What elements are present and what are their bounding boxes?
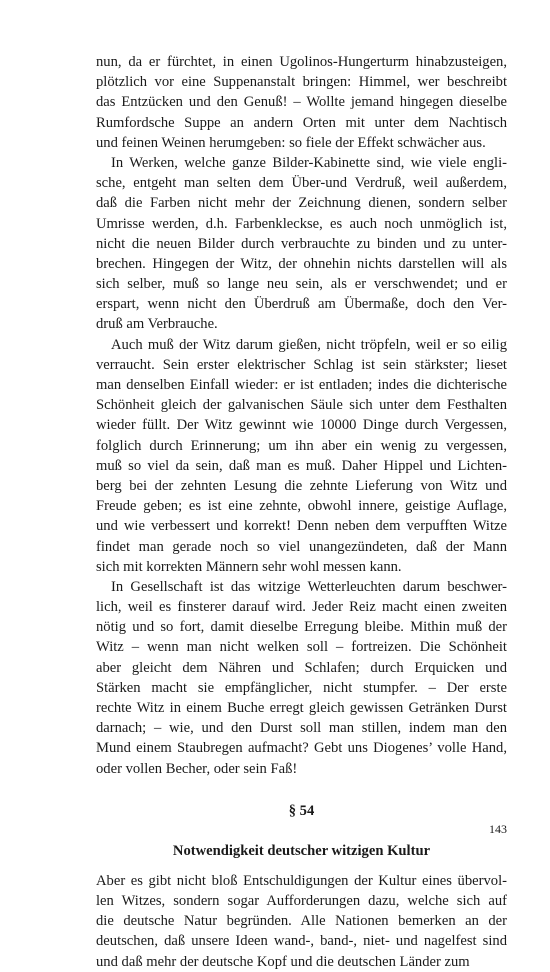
text-line: folglich durch Erinnerung; um ihn aber ein wenig zu vergessen, [96, 437, 507, 454]
text-line: Rumfordsche Suppe an andern Orten mit unter dem Nachtisch [96, 114, 507, 131]
text-line: Mund einem Staubregen aufmacht? Gebt uns Diogenes’ volle Hand, [96, 740, 507, 757]
text-line: plötzlich vor eine Suppenanstalt bringen: Himmel, wer beschreibt [96, 74, 507, 91]
text-line: berg bei der zehnten Lesung die zehnte Lieferung von Witz und [96, 477, 507, 494]
text-line: man denselben Einfall wieder: er ist entladen; indes die dichterische [96, 377, 507, 393]
text-line: oder vollen Becher, oder sein Faß! [96, 760, 298, 777]
section-number: § 54 [288, 802, 315, 819]
section-text-block [96, 871, 507, 972]
paragraph [96, 871, 507, 972]
text-line: sich mit korrekten Männern sehr wohl messen kann. [96, 558, 402, 575]
paragraph [96, 335, 507, 577]
section-title: Notwendigkeit deutscher witzigen Kultur [172, 842, 431, 859]
paragraph [96, 52, 507, 153]
text-block [96, 52, 507, 779]
text-line: und wie verbessert und korrekt! Denn neben dem verpufften Witze [96, 518, 507, 535]
text-line: Stärken macht sie empfänglicher, nicht stumpfer. – Der erste [96, 679, 507, 696]
text-line: und feinen Weinen herumgeben: so fiele der Effekt schwächer aus. [96, 134, 486, 151]
text-line: deutschen, daß unsere Ideen wand-, band-, niet- und nagelfest sind [96, 933, 507, 950]
text-line: muß so viel da sein, daß man es muß. Daher Hippel und Lichten- [96, 457, 507, 474]
text-line: Witz – wenn man nicht welken soll – fortreizen. Die Schönheit [96, 639, 507, 656]
text-line: In Werken, welche ganze Bilder-Kabinette sind, wie viele engli- [111, 154, 507, 171]
text-line: len Witzes, sondern sogar Aufforderungen dazu, welche sich auf [96, 892, 507, 909]
text-line: Aber es gibt nicht bloß Entschuldigungen der Kultur eines übervol- [96, 872, 507, 889]
page-body [96, 52, 507, 972]
text-line: In Gesellschaft ist das witzige Wetterleuchten darum beschwer- [111, 578, 507, 595]
text-line: Umrisse werden, d.h. Farbenkleckse, es auch noch unmöglich ist, [96, 215, 507, 232]
text-line: aber gleicht dem Nähren und Schlafen; durch Erquicken und [96, 659, 507, 676]
text-line: findet man gerade noch so viel unangezündeten, daß der Mann [96, 538, 507, 555]
text-line: nicht die neuen Bilder durch verbrauchte zu binden und zu unter- [96, 235, 507, 252]
text-line: rechte Witz in einem Buche erregt gleich gewissen Getränken Durst [96, 700, 507, 716]
text-line: sche, entgeht man selten dem Über-und Verdruß, weil außerdem, [96, 175, 507, 192]
text-line: Freude geben; es ist eine zehnte, obwohl innere, geistige Auflage, [96, 498, 507, 515]
text-line: Auch muß der Witz darum gießen, nicht tröpfeln, weil er so eilig [111, 336, 507, 353]
text-line: lich, weil es finsterer darauf wird. Jeder Reiz macht einen zweiten [96, 599, 507, 616]
text-line: wieder füllt. Der Witz gewinnt wie 10000 Dinge durch Vergessen, [96, 417, 507, 434]
text-line: daß die Farben nicht mehr der Zeichnung dienen, sondern selber [96, 195, 507, 212]
text-line: brechen. Hingegen der Witz, der ohnehin nichts darstellen will als [96, 255, 507, 272]
paragraph [96, 153, 507, 335]
text-line: verraucht. Sein erster elektrischer Schlag ist sein stärkster; lieset [96, 356, 507, 373]
text-line: Schönheit gleich der galvanischen Säule sich unter dem Festhalten [96, 397, 507, 414]
text-line: das Entzücken und den Genuß! – Wollte jemand hingegen dieselbe [96, 94, 507, 111]
paragraph [96, 577, 507, 779]
text-line: druß am Verbrauche. [96, 316, 218, 333]
text-line: die deutsche Natur begründen. Alle Nationen bemerken an der [96, 913, 507, 930]
text-line: nun, da er fürchtet, in einen Ugolinos-Hungerturm hinabzusteigen, [96, 54, 507, 70]
text-line: und daß mehr der deutsche Kopf und die deutschen Länder zum [96, 953, 470, 970]
text-line: sich selber, muß so lange neu sein, als er verschwendet; und er [96, 276, 507, 293]
text-line: erspart, wenn nicht den Überdruß am Übermaße, doch den Ver- [96, 296, 507, 313]
text-line: nötig und so fort, damit dieselbe Erregung bleibe. Mithin muß der [96, 619, 507, 636]
page-number: 143 [489, 822, 507, 836]
text-line: darnach; – wie, und den Durst soll man stillen, indem man den [96, 720, 507, 737]
